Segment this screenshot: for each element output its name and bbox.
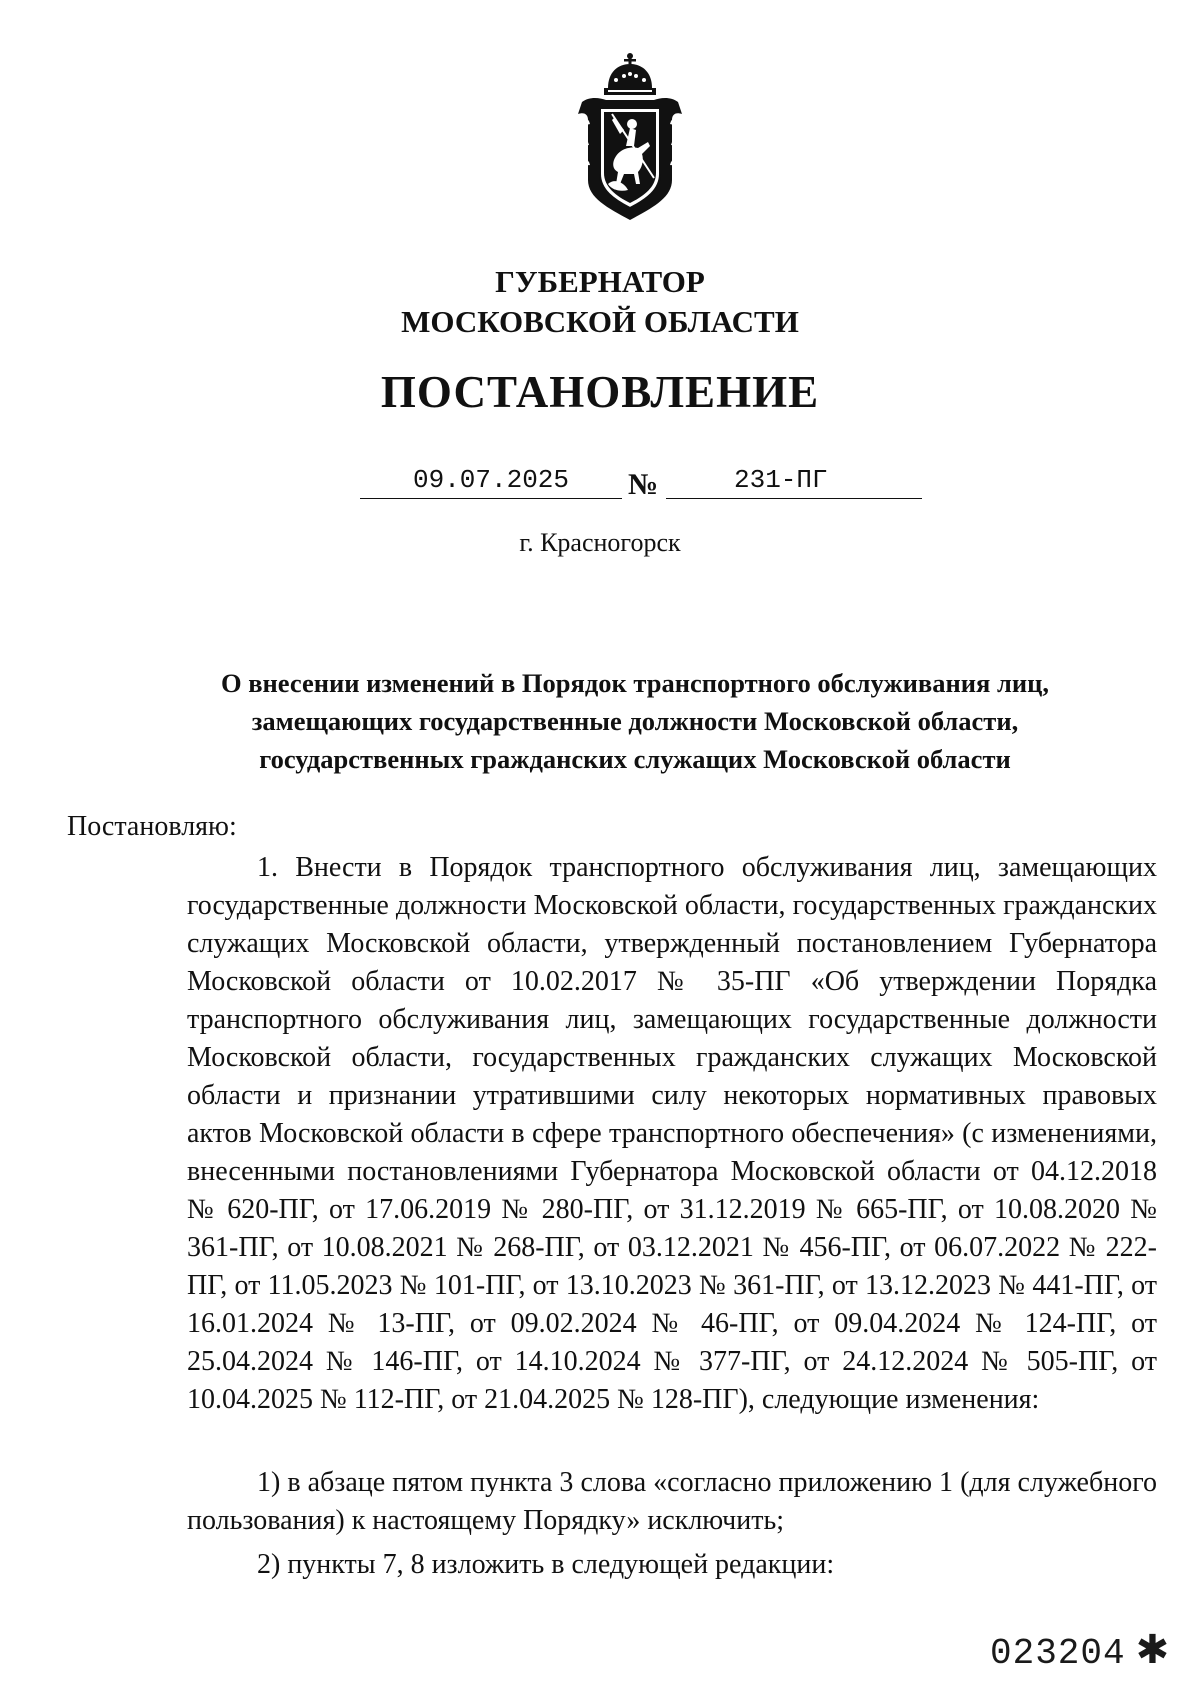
authority-title-line2: МОСКОВСКОЙ ОБЛАСТИ: [401, 304, 799, 339]
serial-number-value: 023204: [990, 1633, 1126, 1674]
asterisk-icon: ✱: [1135, 1627, 1171, 1673]
number-sign: №: [628, 468, 659, 501]
document-number-field: [666, 462, 922, 499]
authority-title-line1: ГУБЕРНАТОР: [495, 264, 705, 299]
item-2-text: 2) пункты 7, 8 изложить в следующей редакции:: [257, 1549, 835, 1580]
list-item: [187, 1546, 1157, 1584]
decree-word: Постановляю:: [67, 811, 237, 842]
item-1-text: 1) в абзаце пятом пункта 3 слова «согласно приложению 1 (для служебного пользования) к настоящему Порядку» исключить;: [187, 1467, 1157, 1536]
list-item: [187, 1464, 1157, 1540]
paragraph-1: [187, 849, 1157, 1419]
coat-of-arms-icon: [568, 50, 692, 230]
document-subject: О внесении изменений в Порядок транспортного обслуживания лиц, замещающих государственные должности Московской области, государственных гражданских служащих Московской области: [220, 668, 1050, 774]
document-date: 09.07.2025: [360, 462, 622, 499]
serial-number: [990, 1628, 1170, 1676]
paragraph-1-text: 1. Внести в Порядок транспортного обслуживания лиц, замещающих государственные должности Московской области, государственных гражданских служащих Московской области, утвержденный постановлением Губернатора Московской области от 10.02.2017 № 35-ПГ «Об утверждении Порядка транспортного обслуживания лиц, замещающих государственные должности Московской области, государственных гражданских служащих Московской области и признании утратившими силу некоторых нормативных правовых актов Московской области в сфере транспортного обеспечения» (с изменениями, внесенными постановлениями Губернатора Московской области от 04.12.2018 № 620-ПГ, от 17.06.2019 № 280-ПГ, от 31.12.2019 № 665-ПГ, от 10.08.2020 № 361-ПГ, от 10.08.2021 № 268-ПГ, от 03.12.2021 № 456-ПГ, от 06.07.2022 № 222-ПГ, от 11.05.2023 № 101-ПГ, от 13.10.2023 № 361-ПГ, от 13.12.2023 № 441-ПГ, от 16.01.2024 № 13-ПГ, от 09.02.2024 № 46-ПГ, от 09.04.2024 № 124-ПГ, от 25.04.2024 № 146-ПГ, от 14.10.2024 № 377-ПГ, от 24.12.2024 № 505-ПГ, от 10.04.2025 № 112-ПГ, от 21.04.2025 № 128-ПГ), следующие изменения:: [187, 852, 1157, 1415]
document-number: 231-ПГ: [734, 465, 828, 495]
document-type-title: ПОСТАНОВЛЕНИЕ: [380, 367, 820, 417]
city-of-issue: г. Красногорск: [519, 528, 681, 557]
